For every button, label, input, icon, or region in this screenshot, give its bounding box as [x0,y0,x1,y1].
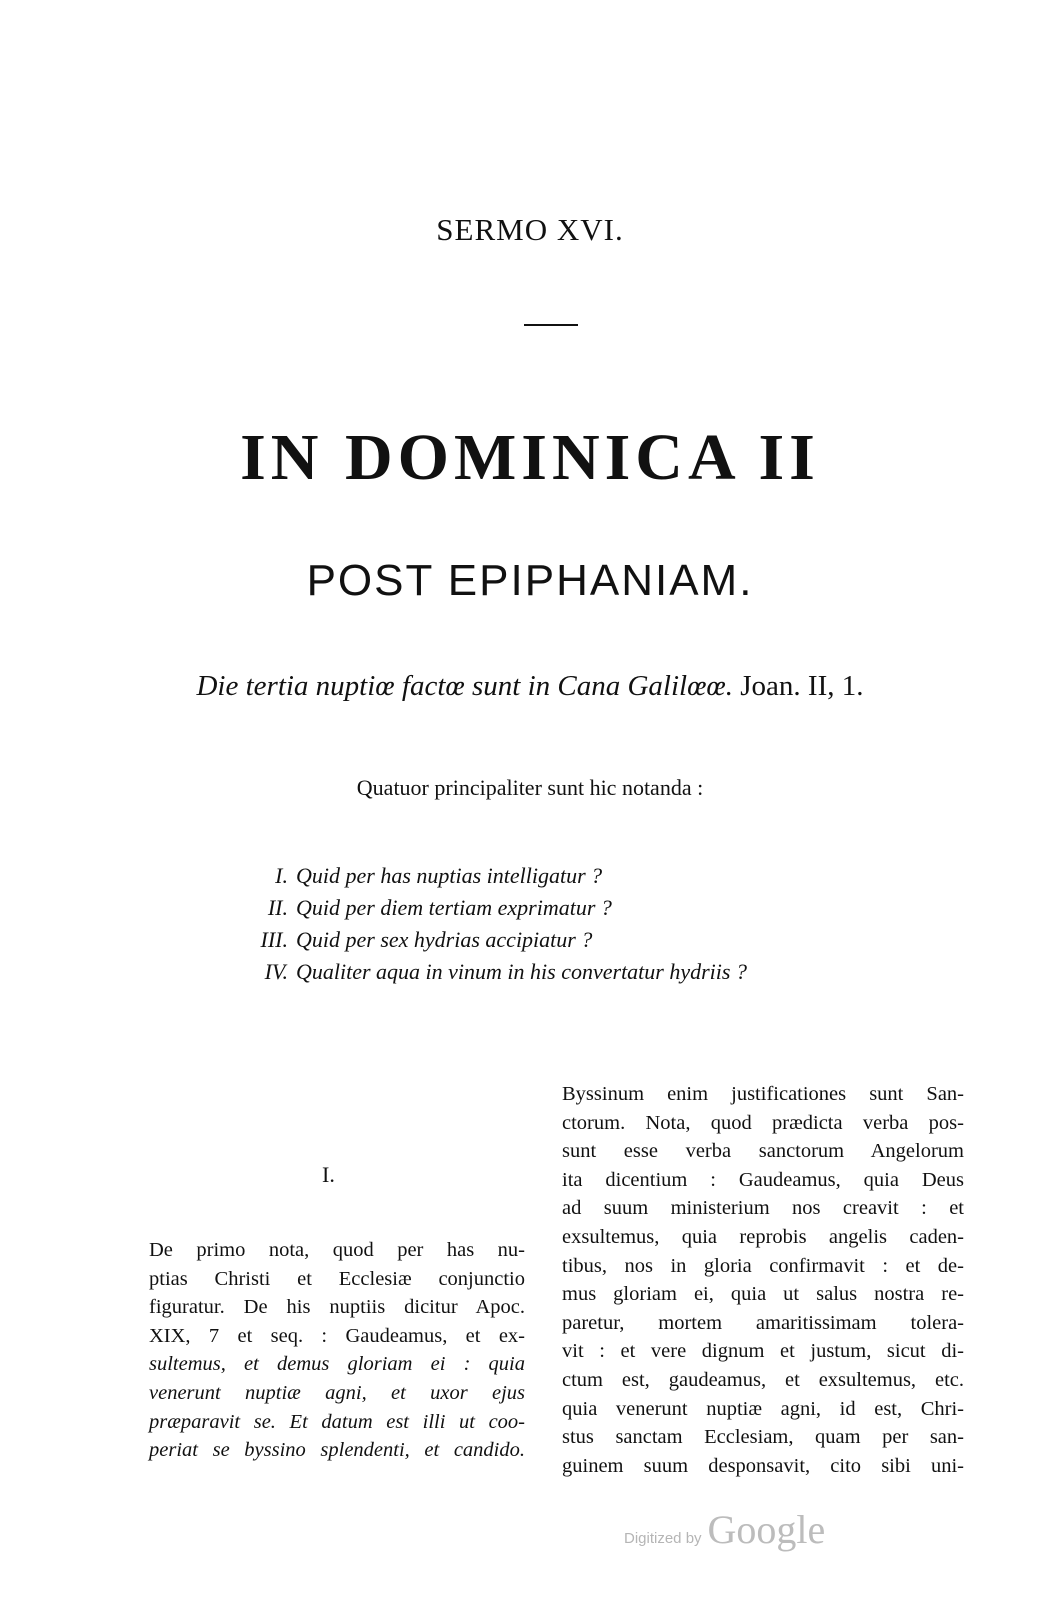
digitized-label: Digitized by [624,1530,702,1547]
text-line: XIX, 7 et seq. : Gaudeamus, et ex- [149,1324,525,1347]
google-logo: Google [707,1507,826,1552]
text-line: mus gloriam ei, quia ut salus nostra re- [562,1283,964,1306]
list-item [0,892,1060,924]
point-number: I. [275,863,288,888]
text-line: stus sanctam Ecclesiam, quam per san- [562,1426,964,1449]
sermon-number: SERMO XVI. [436,212,624,247]
text-line: ita dicentium : Gaudeamus, quia Deus [562,1168,964,1191]
text-line: sultemus, et demus gloriam ei : quia [149,1353,525,1376]
scripture-verse [0,670,1060,703]
text-line: guinem suum desponsavit, cito sibi uni- [562,1454,964,1477]
page-title: IN DOMINICA II [240,421,820,494]
text-line: ptias Christi et Ecclesiæ conjunctio [149,1267,525,1290]
section-heading: I. [322,1162,335,1187]
text-line: venerunt nuptiæ agni, et uxor ejus [149,1381,525,1404]
text-line: ctorum. Nota, quod prædicta verba pos- [562,1111,964,1134]
point-number: III. [260,927,288,952]
intro-text: Quatuor principaliter sunt hic notanda : [356,775,704,800]
text-line: paretur, mortem amaritissimam tolera- [562,1311,964,1334]
text-line: ctum est, gaudeamus, et exsultemus, etc. [562,1368,964,1391]
point-text: Quid per has nuptias intelligatur ? [296,863,603,888]
left-paragraph [149,1236,525,1465]
text-line: tibus, nos in gloria confirmavit : et de- [562,1254,964,1277]
point-number: II. [267,895,288,920]
digitized-watermark [624,1506,825,1553]
list-item [0,860,1060,892]
text-line: exsultemus, quia reprobis angelis caden- [562,1225,964,1248]
text-line: De primo nota, quod per has nu- [149,1239,525,1261]
point-text: Quid per diem tertiam exprimatur ? [296,895,612,920]
point-number: IV. [264,959,288,984]
text-line: sunt esse verba sanctorum Angelorum [562,1140,964,1163]
text-line: Byssinum enim justificationes sunt San- [562,1083,964,1105]
title-divider [524,324,578,326]
points-list [0,860,1060,988]
list-item [0,924,1060,956]
verse-reference: Joan. II, 1. [740,670,864,702]
text-line: præparavit se. Et datum est illi ut coo- [149,1410,525,1433]
point-text: Qualiter aqua in vinum in his convertatur hydriis ? [296,959,747,984]
right-paragraph [562,1080,964,1480]
text-line: figuratur. De his nuptiis dicitur Apoc. [149,1296,525,1319]
text-line: periat se byssino splendenti, et candido. [149,1439,525,1462]
list-item [0,956,1060,988]
text-line: vit : et vere dignum et justum, sicut di- [562,1340,964,1363]
text-line: quia venerunt nuptiæ agni, id est, Chri- [562,1397,964,1420]
verse-quote: Die tertia nuptiœ factœ sunt in Cana Galilœœ. [196,670,734,702]
text-line: ad suum ministerium nos creavit : et [562,1197,964,1220]
page-subtitle: POST EPIPHANIAM. [306,556,754,605]
point-text: Quid per sex hydrias accipiatur ? [296,927,593,952]
right-column [562,1080,964,1480]
